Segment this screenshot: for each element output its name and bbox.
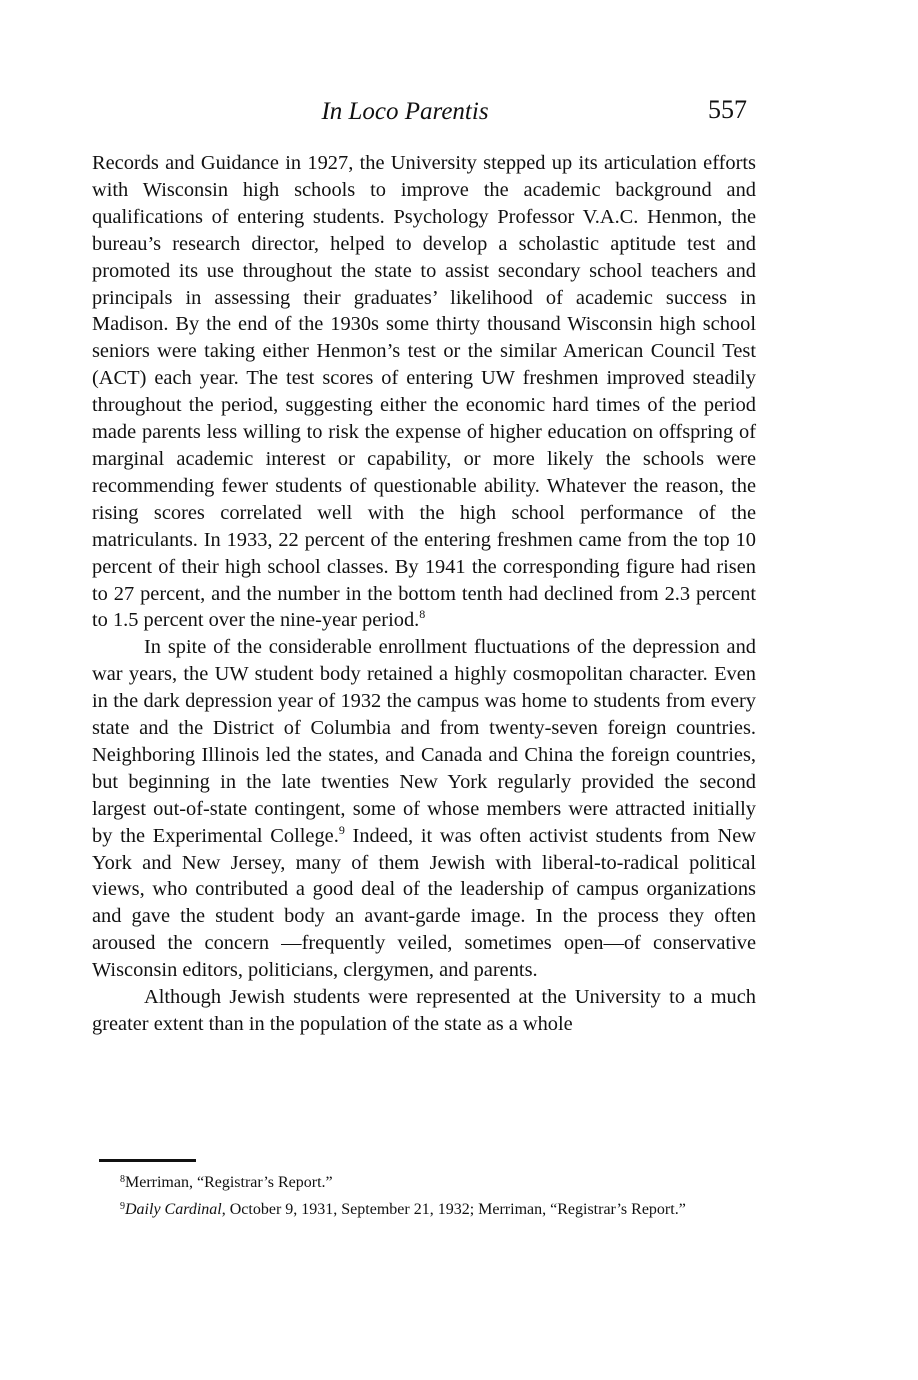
paragraph-3 [92,984,756,1038]
footnote-8 [120,1169,770,1196]
footnote-8-mark: 8 [120,1174,125,1185]
paragraph-1 [92,150,756,634]
footnote-8-text: Merriman, “Registrar’s Report.” [125,1174,333,1191]
footnote-9-mark: 9 [120,1201,125,1212]
footnote-rule [99,1159,196,1162]
footnotes [120,1169,770,1223]
running-title: In Loco Parentis [321,98,489,125]
paragraph-3-text: Although Jewish students were represented at the University to a much greater extent than in the population of the state as a whole [92,986,756,1035]
paragraph-1-text: Records and Guidance in 1927, the University stepped up its articulation efforts with Wisconsin high schools to improve the academic background and qualifications of entering students. Psychology Professor V.A.C. Henmon, the bureau’s research director, helped to develop a scholastic aptitude test and promoted its use throughout the state to assist secondary school teachers and principals in assessing their graduates’ likelihood of academic success in Madison. By the end of the 1930s some thirty thousand Wisconsin high school seniors were taking either Henmon’s test or the similar American Council Test (ACT) each year. The test scores of entering UW freshmen improved steadily throughout the period, suggesting either the economic hard times of the period made parents less willing to risk the expense of higher education on offspring of marginal academic interest or capability, or more likely the schools were recommending fewer students of questionable ability. Whatever the reason, the rising scores correlated well with the high school performance of the matriculants. In 1933, 22 percent of the entering freshmen came from the top 10 percent of their high school classes. By 1941 the corresponding figure had risen to 27 percent, and the number in the bottom tenth had declined from 2.3 percent to 1.5 percent over the nine-year period. [92,152,756,632]
footnote-ref-8: 8 [419,607,426,622]
footnote-9-text: , October 9, 1931, September 21, 1932; Merriman, “Registrar’s Report.” [221,1201,686,1218]
paragraph-2 [92,634,756,984]
page-number: 557 [708,95,747,124]
paragraph-2-text-b: Indeed, it was often activist students from New York and New Jersey, many of them Jewish with liberal-to-radical political views, who contributed a good deal of the leadership of campus organizations and gave the student body an avant-garde image. In the process they often aroused the concern —frequently veiled, sometimes open—of conservative Wisconsin editors, politicians, clergymen, and parents. [92,824,756,982]
footnote-9 [120,1196,770,1223]
footnote-ref-9: 9 [338,822,345,837]
footnote-9-italic: Daily Cardinal [125,1201,222,1218]
paragraph-2-text-a: In spite of the considerable enrollment fluctuations of the depression and war years, the UW student body retained a highly cosmopolitan character. Even in the dark depression year of 1932 the campus was home to students from every state and the District of Columbia and from twenty-seven foreign countries. Neighboring Illinois led the states, and Canada and China the foreign countries, but beginning in the late twenties New York regularly provided the second largest out-of-state contingent, some of whose members were attracted initially by the Experimental College. [92,636,756,847]
running-head [95,94,755,130]
body-text [92,150,756,1038]
